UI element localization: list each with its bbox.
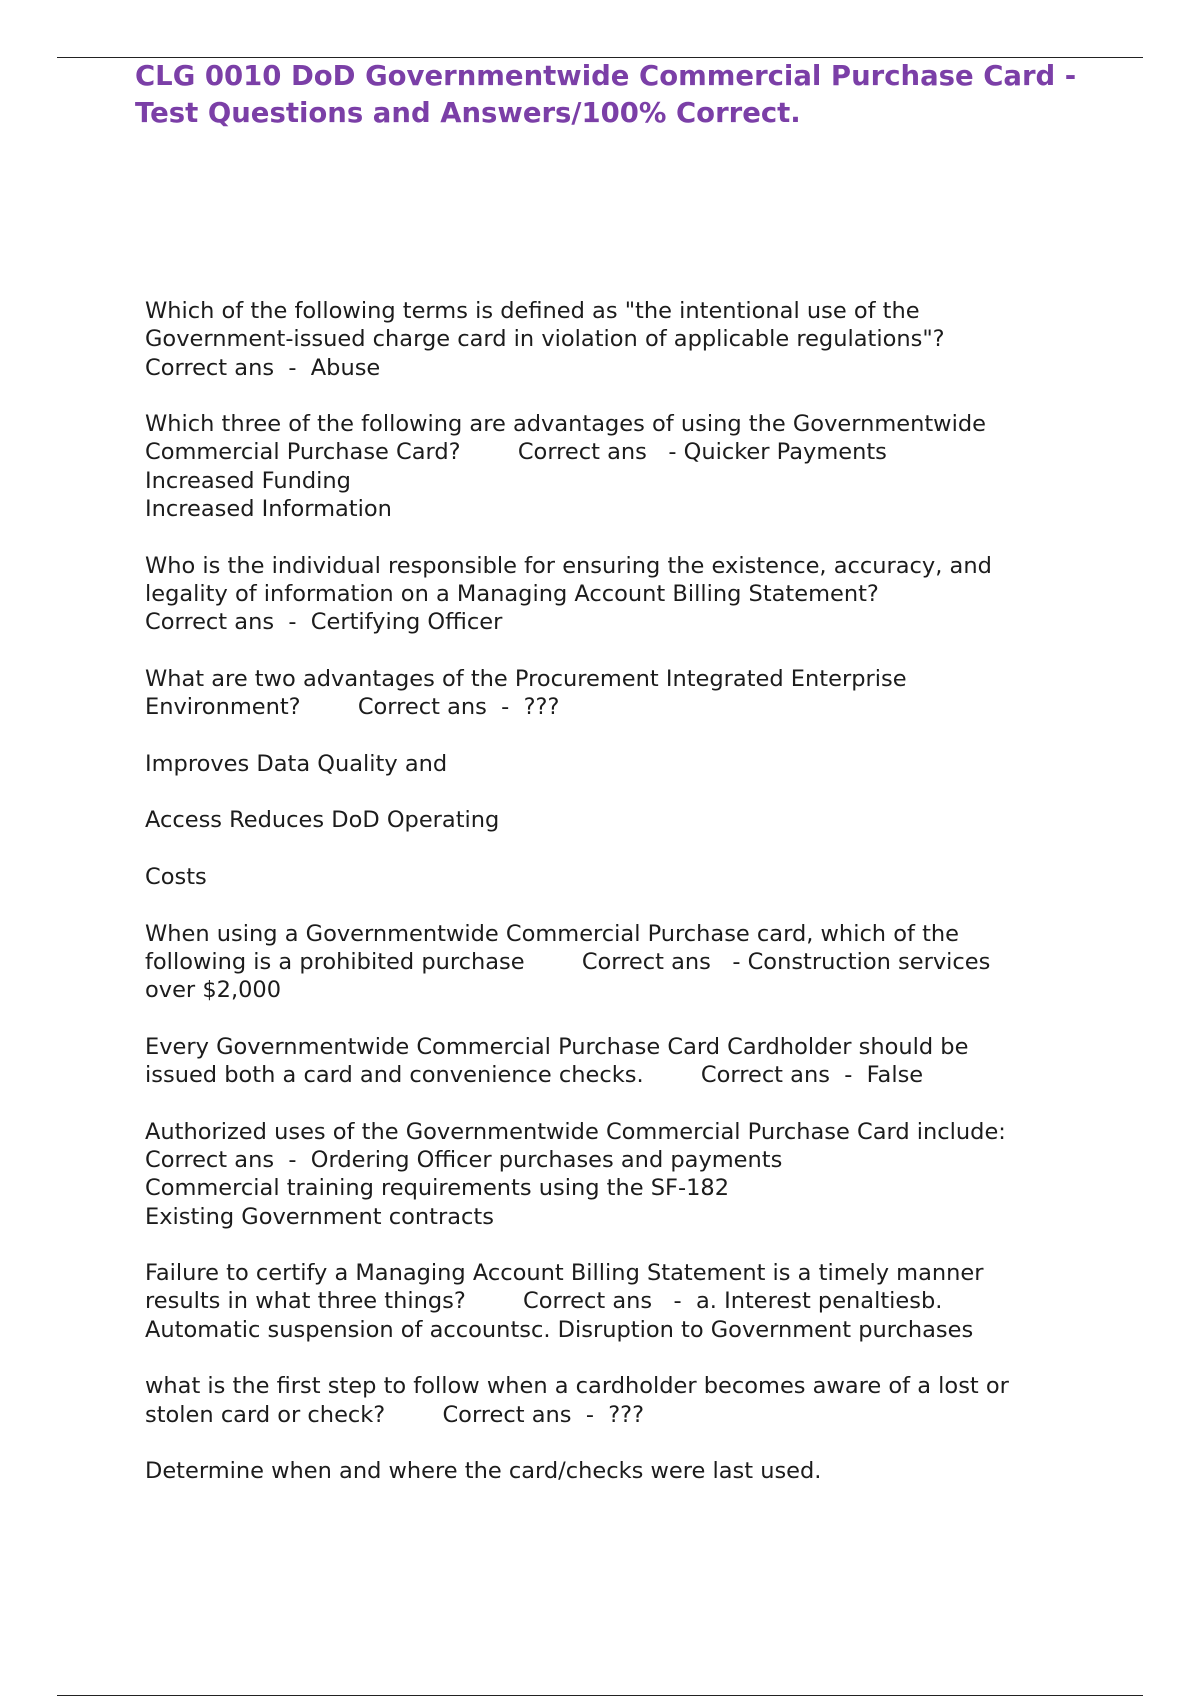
block-spacer [145,523,1155,551]
text-line: Which three of the following are advantages of using the Governmentwide [145,411,986,438]
text-line: Every Governmentwide Commercial Purchase Card Cardholder should be [145,1033,969,1060]
qa-block [145,920,1155,1005]
text-line: Existing Government contracts [145,1203,494,1230]
text-line: What are two advantages of the Procurement Integrated Enterprise [145,665,907,692]
block-spacer [145,1344,1155,1372]
title-line-1: CLG 0010 DoD Governmentwide Commercial Purchase Card - [135,60,1077,92]
document-title [135,58,1095,132]
text-line: Increased Funding [145,467,351,494]
text-line: Authorized uses of the Governmentwide Commercial Purchase Card include: [145,1118,1006,1145]
block-spacer [145,891,1155,919]
text-line: issued both a card and convenience checks. Correct ans - False [145,1062,924,1089]
block-spacer [145,835,1155,863]
text-line: Costs [145,863,207,890]
qa-block [145,1033,1155,1090]
qa-block [145,1457,1155,1485]
qa-block [145,552,1155,637]
text-line: stolen card or check? Correct ans - ??? [145,1401,645,1428]
qa-block [145,665,1155,722]
block-spacer [145,778,1155,806]
qa-block [145,1372,1155,1429]
text-line: following is a prohibited purchase Correct ans - Construction services [145,948,991,975]
text-line: Commercial Purchase Card? Correct ans - Quicker Payments [145,439,887,466]
text-line: Government-issued charge card in violation of applicable regulations"? [145,326,945,353]
text-line: Correct ans - Ordering Officer purchases and payments [145,1146,783,1173]
text-line: Access Reduces DoD Operating [145,807,500,834]
text-line: Which of the following terms is defined as "the intentional use of the [145,298,920,324]
question-answer-list [145,297,1155,1485]
block-spacer [145,382,1155,410]
block-spacer [145,637,1155,665]
text-line: Environment? Correct ans - ??? [145,694,560,721]
text-line: Determine when and where the card/checks were last used. [145,1458,822,1485]
text-line: over $2,000 [145,977,282,1004]
text-line: Who is the individual responsible for ensuring the existence, accuracy, and [145,552,992,579]
qa-block [145,1259,1155,1344]
block-spacer [145,1089,1155,1117]
qa-block [145,806,1155,834]
qa-block [145,297,1155,382]
qa-block [145,863,1155,891]
text-line: results in what three things? Correct ans - a. Interest penaltiesb. [145,1288,943,1315]
text-line: Improves Data Quality and [145,750,448,777]
footer-rule [57,1695,1143,1696]
qa-block [145,410,1155,523]
text-line: Correct ans - Abuse [145,354,381,381]
text-line: Automatic suspension of accountsc. Disruption to Government purchases [145,1316,974,1343]
qa-block [145,750,1155,778]
text-line: Failure to certify a Managing Account Billing Statement is a timely manner [145,1260,984,1287]
text-line: Correct ans - Certifying Officer [145,609,503,636]
text-line: what is the first step to follow when a cardholder becomes aware of a lost or [145,1373,1009,1400]
block-spacer [145,721,1155,749]
text-line: Commercial training requirements using the SF-182 [145,1175,730,1202]
block-spacer [145,1429,1155,1457]
text-line: legality of information on a Managing Account Billing Statement? [145,580,879,607]
text-line: Increased Information [145,496,392,523]
block-spacer [145,1231,1155,1259]
text-line: When using a Governmentwide Commercial Purchase card, which of the [145,920,959,947]
qa-block [145,1118,1155,1231]
title-line-2: Test Questions and Answers/100% Correct. [135,97,801,129]
block-spacer [145,1004,1155,1032]
